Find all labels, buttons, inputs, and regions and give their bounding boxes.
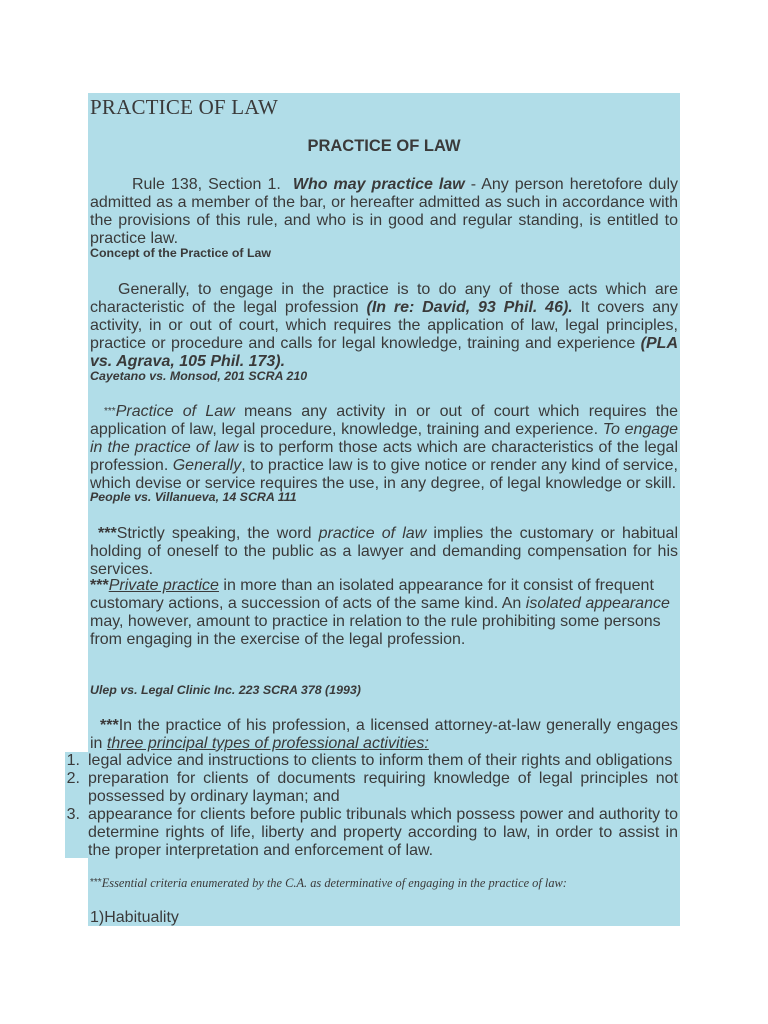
villanueva-text-4: may, however, amount to practice in relation to the rule prohibiting some persons from engaging in the exercise of the legal profession. xyxy=(90,613,661,648)
rule-lead: Rule 138, Section 1. xyxy=(132,176,281,193)
ulep-heading: Ulep vs. Legal Clinic Inc. 223 SCRA 378 (1993) xyxy=(90,683,361,697)
stars-marker: *** xyxy=(90,577,109,594)
isolated-appearance-term: isolated appearance xyxy=(525,595,670,612)
villanueva-paragraph-2 xyxy=(90,577,678,649)
villanueva-italic-1: practice of law xyxy=(318,525,427,542)
stars-marker: *** xyxy=(98,525,117,542)
criteria-paragraph xyxy=(90,874,678,892)
ulep-underlined-text: three principal types of professional activities: xyxy=(106,735,429,752)
cayetano-paragraph xyxy=(90,403,678,493)
list-item-text: preparation for clients of documents requiring knowledge of legal principles not possessed by ordinary layman; and xyxy=(88,770,678,805)
rule-title: Who may practice law xyxy=(292,176,465,193)
villanueva-text-2: implies the customary or habitual holding of oneself to the public as a lawyer and demanding compensation for his services. xyxy=(90,525,679,578)
concept-text-1: Generally, to engage in the practice is to do any of those acts which are characteristic of the legal profession xyxy=(90,281,678,316)
activities-list xyxy=(52,752,678,860)
list-item-number: 3. xyxy=(66,806,80,823)
concept-citation-1: (In re: David, 93 Phil. 46). xyxy=(366,299,573,316)
list-item-text: legal advice and instructions to clients to inform them of their rights and obligations xyxy=(88,752,673,769)
villanueva-paragraph-1 xyxy=(90,525,678,579)
cayetano-text-2: is to perform those acts which are characteristics of the legal profession. xyxy=(90,439,679,474)
concept-text-2: It covers any activity, in or out of court, which requires the application of law, legal principles, practice or procedure and calls for legal knowledge, training and experience xyxy=(90,299,679,352)
stars-marker: *** xyxy=(100,717,119,734)
list-item xyxy=(52,752,678,770)
villanueva-text-1: Strictly speaking, the word xyxy=(116,525,319,542)
cayetano-italic-1: To engage in the practice of law xyxy=(90,421,678,456)
cayetano-term: Practice of Law xyxy=(115,403,235,420)
cayetano-heading: Cayetano vs. Monsod, 201 SCRA 210 xyxy=(90,369,308,383)
ulep-paragraph xyxy=(90,717,678,753)
stars-marker: *** xyxy=(90,877,102,888)
page-title: PRACTICE OF LAW xyxy=(90,95,278,119)
private-practice-term: Private practice xyxy=(108,577,219,594)
concept-paragraph xyxy=(90,281,678,371)
document-heading: PRACTICE OF LAW xyxy=(307,137,461,155)
concept-citation-2: (PLA vs. Agrava, 105 Phil. 173). xyxy=(90,335,678,370)
rule-paragraph xyxy=(90,176,678,248)
stars-marker: *** xyxy=(104,406,116,417)
villanueva-heading: People vs. Villanueva, 14 SCRA 111 xyxy=(90,490,297,504)
cayetano-text-3: , to practice law is to give notice or render any kind of service, which devise or service requires the use, in any degree, of legal knowledge or skill. xyxy=(90,457,678,492)
list-item xyxy=(52,806,678,860)
cayetano-italic-2: Generally xyxy=(172,457,242,474)
cayetano-text-1: means any activity in or out of court which requires the application of law, legal procedure, knowledge, training and experience. xyxy=(90,403,679,438)
list-item-number: 2. xyxy=(66,770,80,787)
criteria-text: Essential criteria enumerated by the C.A. as determinative of engaging in the practice of law: xyxy=(101,876,567,890)
concept-heading: Concept of the Practice of Law xyxy=(90,246,272,260)
list-item xyxy=(52,770,678,806)
ulep-text-1: In the practice of his profession, a licensed attorney-at-law generally engages in xyxy=(90,717,678,752)
villanueva-text-3: in more than an isolated appearance for it consist of frequent customary actions, a succession of acts of the same kind. An xyxy=(90,577,654,612)
list-item-text: appearance for clients before public tribunals which possess power and authority to determine rights of life, liberty and property according to law, in order to assist in the proper interpretation and enforcement of law. xyxy=(88,806,678,859)
list-item-number: 1. xyxy=(66,752,80,769)
rule-text: - Any person heretofore duly admitted as a member of the bar, or hereafter admitted as such in accordance with the provisions of this rule, and who is in good and regular standing, is entitled to practice law. xyxy=(90,176,679,247)
criteria-item-1: 1)Habituality xyxy=(90,909,179,926)
